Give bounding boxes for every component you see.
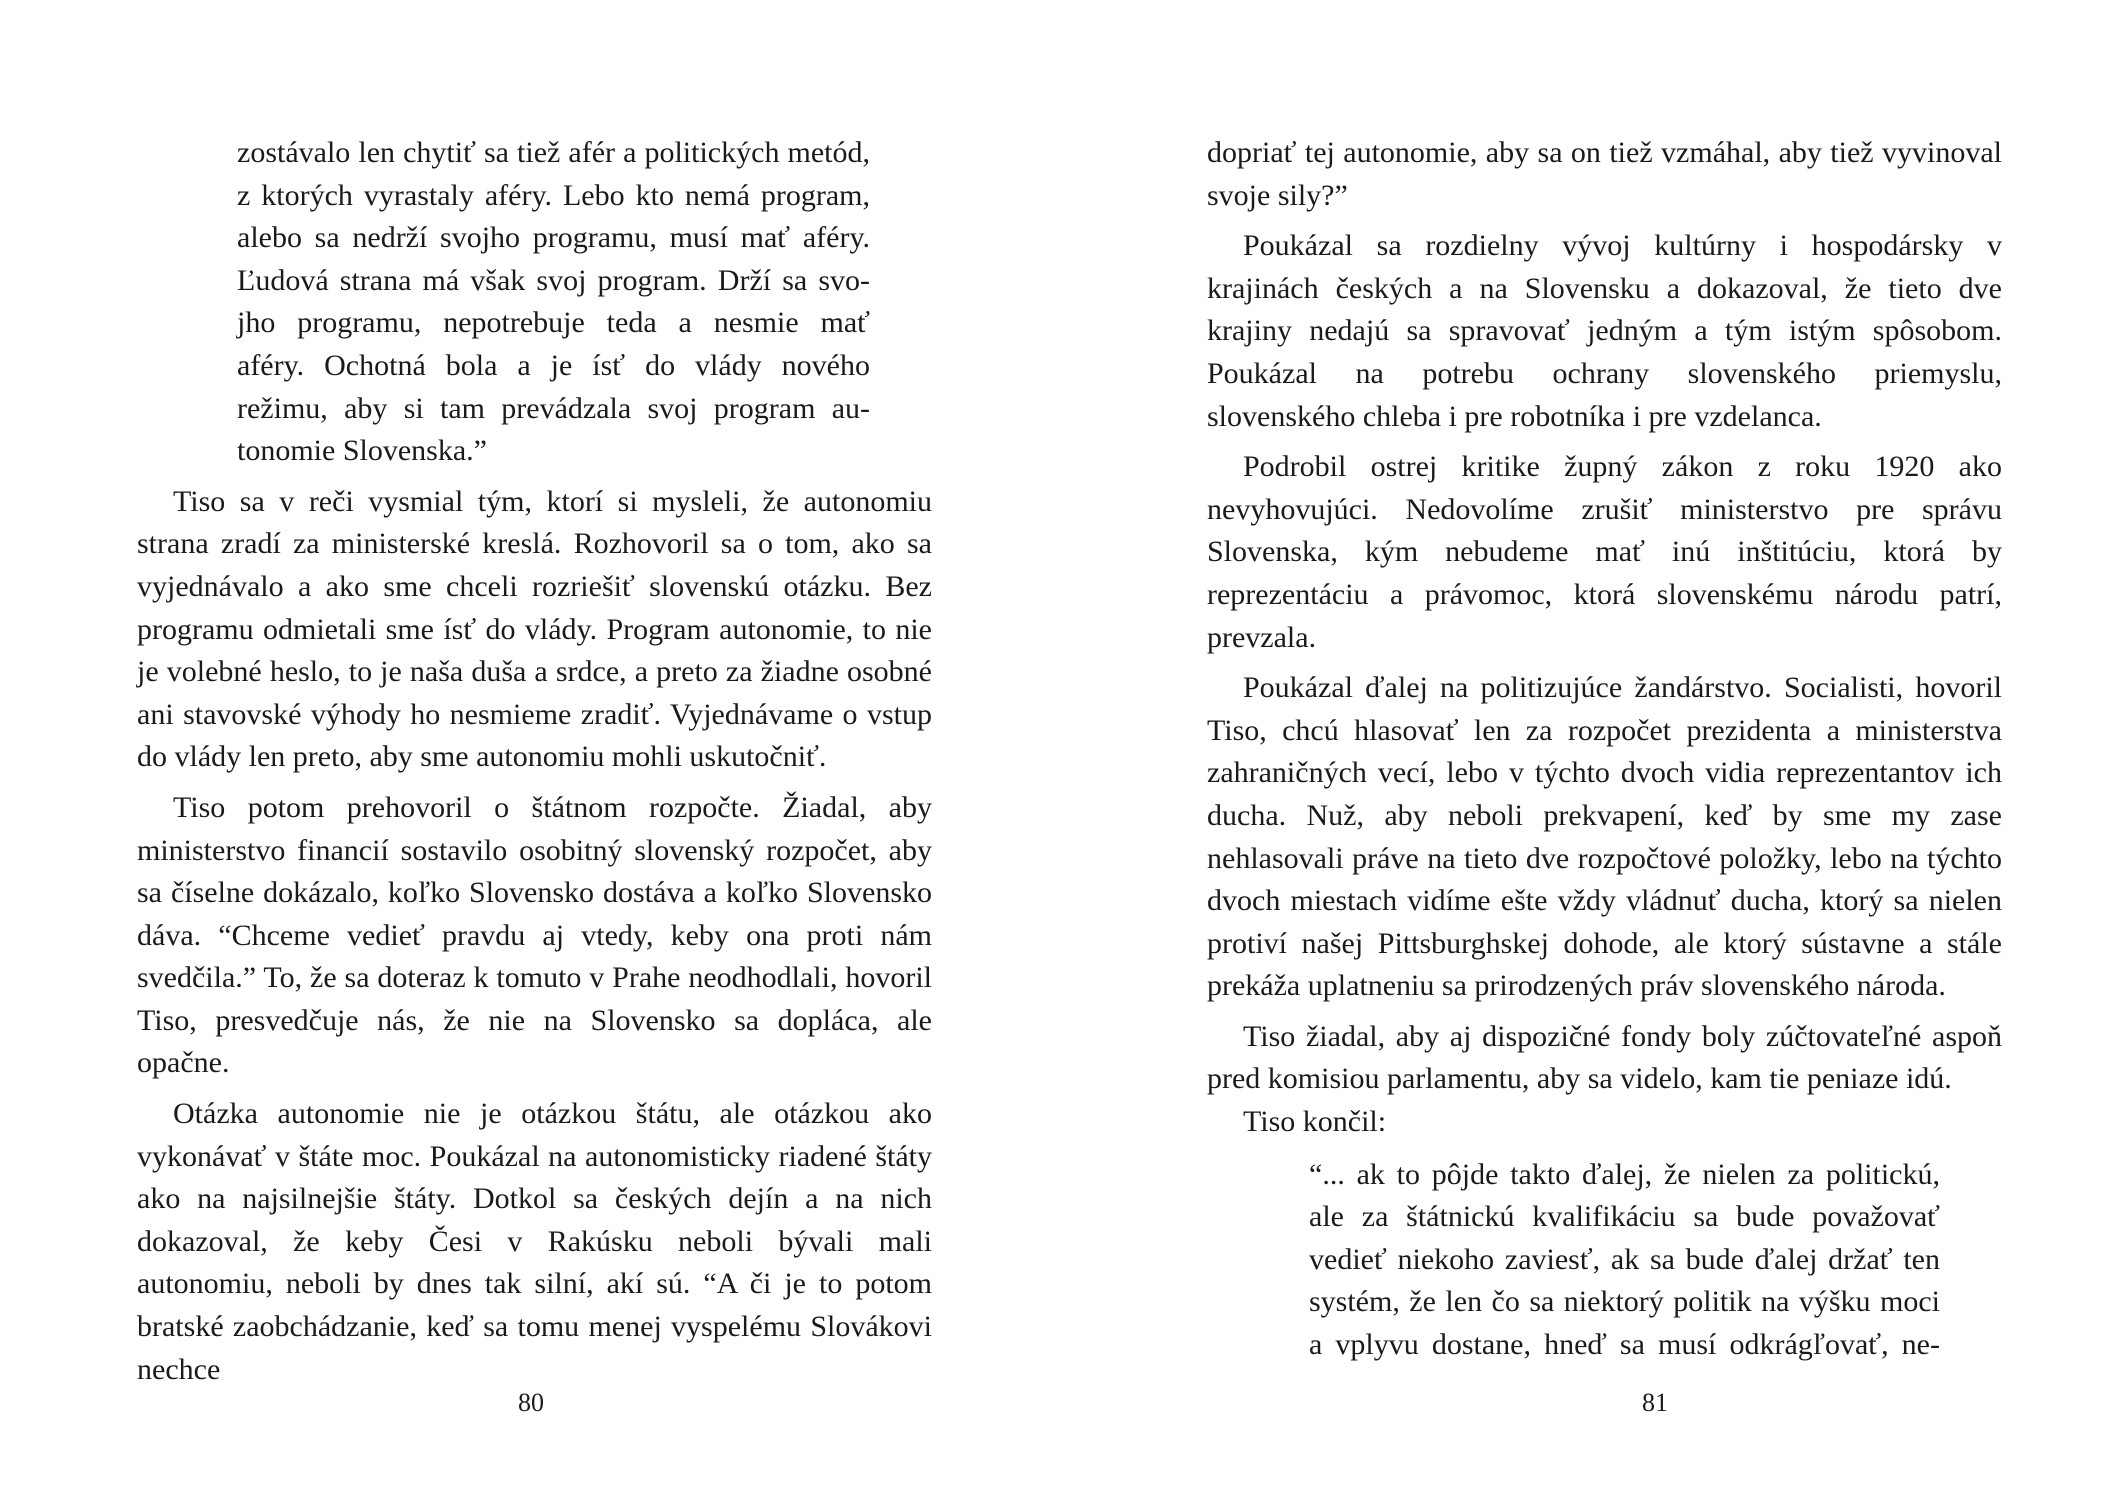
paragraph: Tiso žiadal, aby aj dispozičné fondy boly zúčtovateľné aspoň pred komisiou parlamentu, aby sa videlo, kam tie peniaze idú. [1207, 1019, 2002, 1096]
quote-line: režimu, aby si tam prevádzala svoj program au- [237, 391, 870, 425]
quote-line: Ľudová strana má však svoj program. Drží sa svo- [237, 263, 870, 297]
paragraph: Tiso potom prehovoril o štátnom rozpočte. Žiadal, aby ministerstvo financií sostavilo osobitný slovenský rozpočet, aby sa číselne dokázalo, koľko Slovensko dostáva a koľko Slovensko dáva. “Chceme vedieť pravdu aj vtedy, keby ona proti nám svedčila.” To, že sa doteraz k tomuto v Prahe neodhodlali, hovoril Tiso, presvedčuje nás, že nie na Slovensko sa dopláca, ale opačne. [137, 790, 932, 1080]
left-page-text [137, 132, 932, 1391]
continuation-paragraph: dopriať tej autonomie, aby sa on tiež vzmáhal, aby tiež vyvinoval svoje sily?” [1207, 136, 2002, 212]
quote-line: zostávalo len chytiť sa tiež afér a politických metód, [237, 136, 870, 169]
quote-line: ale za štátnickú kvalifikáciu sa bude považovať [1309, 1200, 1940, 1234]
quote-line: vedieť niekoho zaviesť, ak sa bude ďalej držať ten [1309, 1242, 1940, 1276]
right-block-quote [1309, 1154, 1940, 1367]
paragraph: Tiso končil: [1243, 1105, 1387, 1139]
quote-line: z ktorých vyrastaly aféry. Lebo kto nemá program, [237, 178, 870, 212]
page-number: 81 [1642, 1388, 1668, 1417]
paragraph: Poukázal sa rozdielny vývoj kultúrny i hospodársky v krajinách českých a na Slovensku a dokazoval, že tieto dve krajiny nedajú sa spravovať jedným a tým istým spôsobom. Poukázal na potrebu ochrany slovenského priemyslu, slovenského chleba i pre robotníka i pre vzdelanca. [1207, 229, 2002, 433]
right-page-text [1207, 132, 2002, 1367]
paragraph: Poukázal ďalej na politizujúce žandárstvo. Socialisti, hovoril Tiso, chcú hlasovať len za rozpočet prezidenta a ministerstva zahraničných vecí, lebo v týchto dvoch vidia reprezentantov ich ducha. Nuž, aby neboli prekvapení, keď by sme my zase nehlasovali práve na tieto dve rozpočtové položky, lebo na týchto dvoch miestach vidíme ešte vždy vládnuť ducha, ktorý sa nielen protiví našej Pittsburghskej dohode, ale ktorý sústavne a stále prekáža uplatneniu sa prirodzených práv slovenského národa. [1207, 671, 2002, 1003]
quote-line: a vplyvu dostane, hneď sa musí odkrágľovať, ne- [1309, 1328, 1940, 1362]
quote-line: jho programu, nepotrebuje teda a nesmie mať [237, 306, 870, 340]
quote-line: tonomie Slovenska.” [237, 434, 487, 468]
paragraph: Tiso sa v reči vysmial tým, ktorí si mysleli, že autonomiu strana zradí za ministerské kreslá. Rozhovoril sa o tom, ako sa vyjednávalo a ako sme chceli rozriešiť slovenskú otázku. Bez programu odmietali sme ísť do vlády. Program autonomie, to nie je volebné heslo, to je naša duša a srdce, a preto za žiadne osobné ani stavovské výhody ho nesmieme zradiť. Vyjednávame o vstup do vlády len preto, aby sme autonomiu mohli uskutočniť. [137, 484, 932, 774]
quote-line: systém, že len čo sa niektorý politik na výšku moci [1309, 1285, 1940, 1319]
paragraph: Otázka autonomie nie je otázkou štátu, ale otázkou ako vykonávať v štáte moc. Poukázal na autonomisticky riadené štáty ako na najsilnejšie štáty. Dotkol sa českých dejín a na nich dokazoval, že keby Česi v Rakúsku neboli bývali mali autonomiu, neboli by dnes tak silní, akí sú. “A či je to potom bratské zaobchádzanie, keď sa tomu menej vyspelému Slovákovi nechce [137, 1097, 932, 1386]
quote-line: alebo sa nedrží svojho programu, musí mať aféry. [237, 221, 870, 255]
left-block-quote [237, 132, 870, 473]
paragraph: Podrobil ostrej kritike župný zákon z roku 1920 ako nevyhovujúci. Nedovolíme zrušiť ministerstvo pre správu Slovenska, kým nebudeme mať inú inštitúciu, ktorá by reprezentáciu a právomoc, ktorá slovenskému národu patrí, prevzala. [1207, 450, 2002, 654]
quote-line: aféry. Ochotná bola a je ísť do vlády nového [237, 348, 870, 382]
right-page [1059, 0, 2118, 1500]
page-number: 80 [518, 1388, 544, 1417]
quote-line: “... ak to pôjde takto ďalej, že nielen za politickú, [1309, 1157, 1940, 1191]
